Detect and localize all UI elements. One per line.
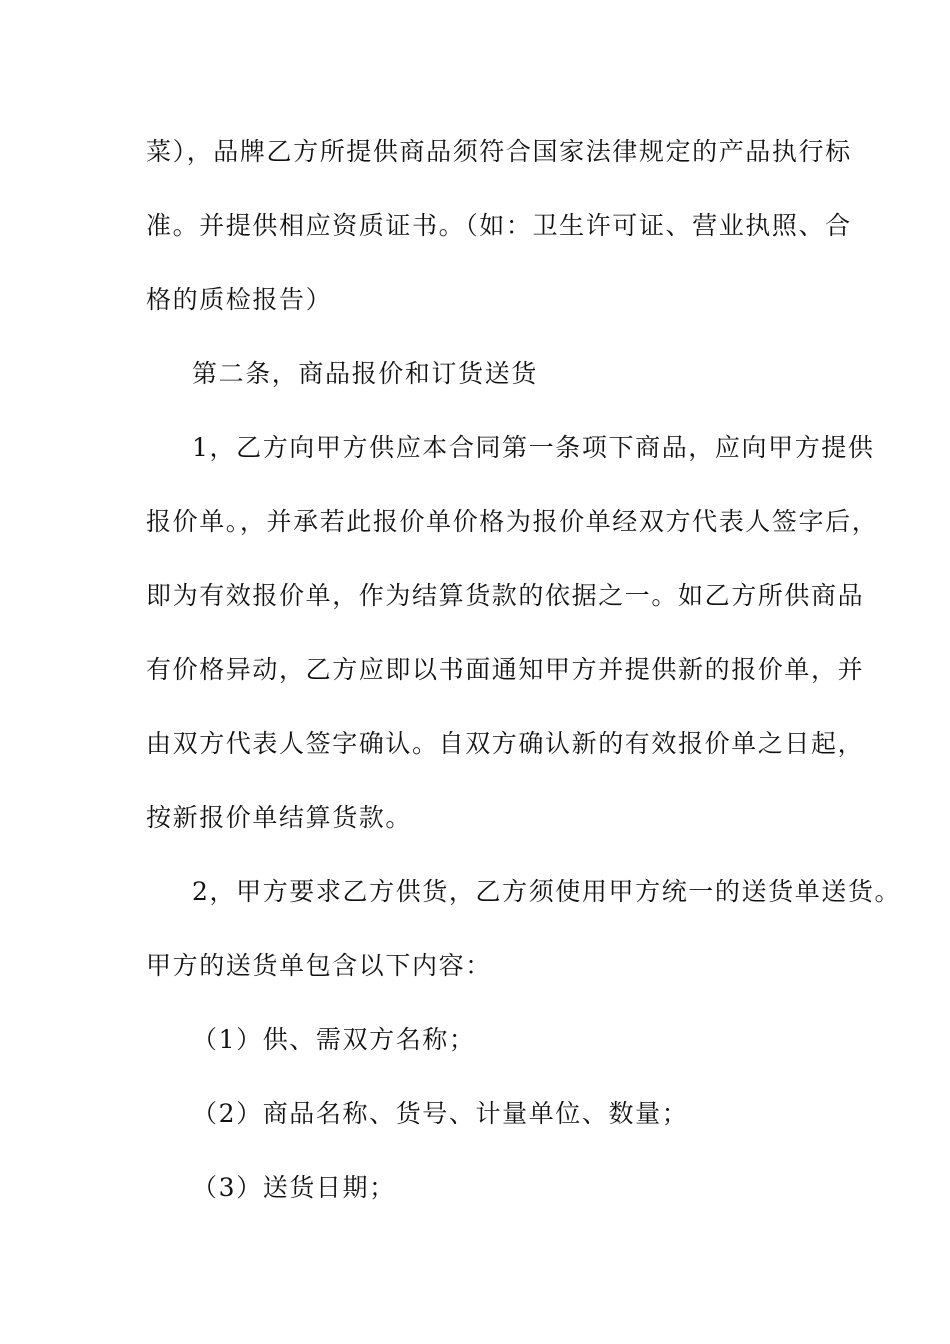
paragraph-line: 甲方的送货单包含以下内容： <box>146 951 492 980</box>
paragraph-line: 准。并提供相应资质证书。（如：卫生许可证、营业执照、合 <box>146 211 852 240</box>
paragraph-line: 2，甲方要求乙方供货，乙方须使用甲方统一的送货单送货。 <box>192 877 902 906</box>
paragraph-line: 格的质检报告） <box>146 285 333 314</box>
section-heading: 第二条，商品报价和订货送货 <box>192 359 538 388</box>
paragraph-line: 报价单。，并承若此报价单价格为报价单经双方代表人签字后， <box>146 507 879 536</box>
list-item: （1）供、需双方名称； <box>192 1025 476 1054</box>
paragraph-line: 1，乙方向甲方供应本合同第一条项下商品，应向甲方提供 <box>192 433 875 462</box>
paragraph-line: 菜），品牌乙方所提供商品须符合国家法律规定的产品执行标 <box>146 137 852 166</box>
paragraph-line: 按新报价单结算货款。 <box>146 803 413 832</box>
list-item: （2）商品名称、货号、计量单位、数量； <box>192 1099 689 1128</box>
paragraph-line: 由双方代表人签字确认。自双方确认新的有效报价单之日起， <box>146 729 865 758</box>
paragraph-line: 即为有效报价单，作为结算货款的依据之一。如乙方所供商品 <box>146 581 865 610</box>
list-item: （3）送货日期； <box>192 1173 396 1202</box>
paragraph-line: 有价格异动，乙方应即以书面通知甲方并提供新的报价单，并 <box>146 655 865 684</box>
